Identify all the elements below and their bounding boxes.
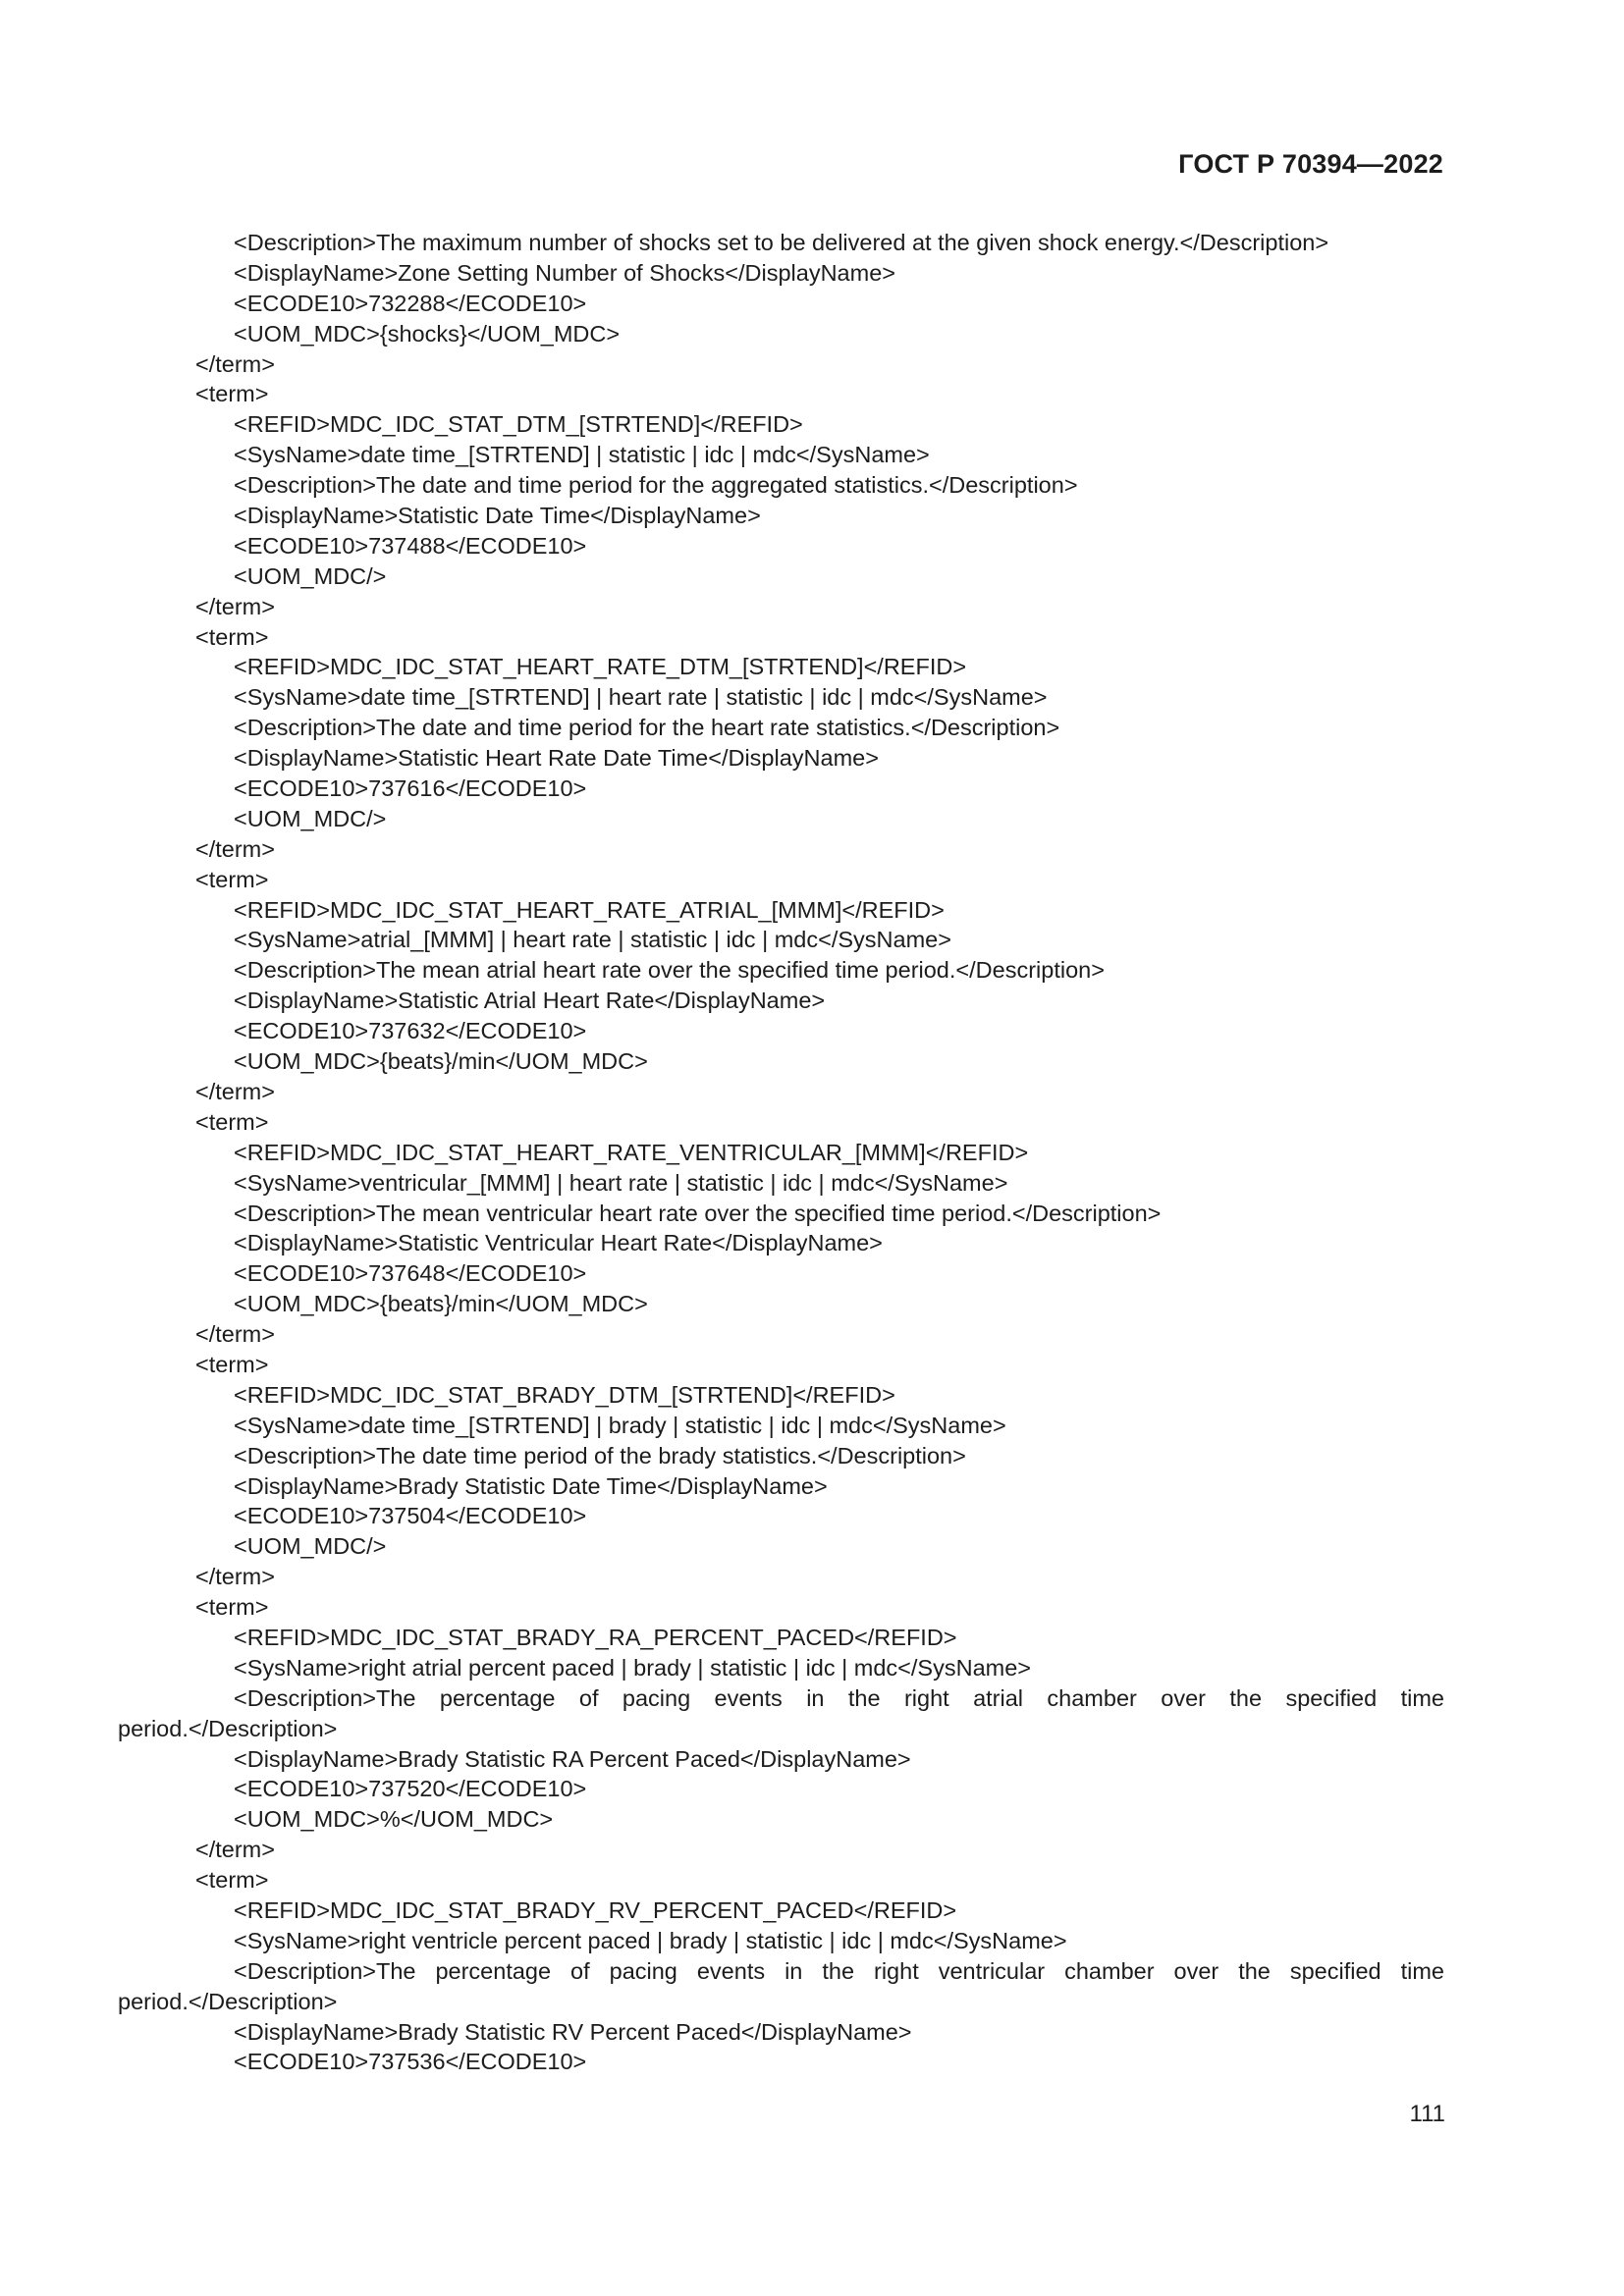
- listing-line: <ECODE10>737488</ECODE10>: [234, 532, 587, 559]
- listing-line: <DisplayName>Statistic Atrial Heart Rate</DisplayName>: [234, 988, 826, 1014]
- listing-line: <term>: [195, 1594, 269, 1621]
- listing-line: <DisplayName>Brady Statistic Date Time</DisplayName>: [234, 1472, 828, 1499]
- xml-listing: [118, 228, 1444, 2077]
- listing-line: <Description>The percentage of pacing events in the right ventricular chamber over the specified time: [234, 1957, 1444, 1984]
- listing-line: <DisplayName>Statistic Heart Rate Date Time</DisplayName>: [234, 745, 879, 772]
- listing-line: <SysName>date time_[STRTEND] | statistic | idc | mdc</SysName>: [234, 442, 930, 468]
- listing-line: <Description>The date and time period for the aggregated statistics.</Description>: [234, 472, 1078, 499]
- page-number: 111: [1409, 2101, 1445, 2127]
- listing-line: <DisplayName>Statistic Ventricular Heart Rate</DisplayName>: [234, 1230, 883, 1256]
- listing-line: <term>: [195, 1108, 269, 1135]
- listing-line: <UOM_MDC>{beats}/min</UOM_MDC>: [234, 1291, 648, 1317]
- listing-line: <UOM_MDC/>: [234, 805, 387, 831]
- listing-line: <UOM_MDC>{shocks}</UOM_MDC>: [234, 320, 621, 347]
- listing-line: </term>: [195, 835, 275, 862]
- document-standard-header: ГОСТ Р 70394—2022: [1178, 149, 1443, 179]
- listing-line: <Description>The date time period of the brady statistics.</Description>: [234, 1442, 966, 1468]
- listing-line: <term>: [195, 1867, 269, 1894]
- listing-line: <ECODE10>737504</ECODE10>: [234, 1503, 587, 1529]
- listing-line: <UOM_MDC/>: [234, 562, 387, 589]
- listing-line: <ECODE10>737536</ECODE10>: [234, 2049, 587, 2075]
- listing-line: period.</Description>: [118, 1988, 338, 2014]
- listing-line: <Description>The maximum number of shocks set to be delivered at the given shock energy.</Description>: [234, 230, 1329, 255]
- listing-line: <ECODE10>737632</ECODE10>: [234, 1018, 587, 1044]
- listing-line: <SysName>ventricular_[MMM] | heart rate | statistic | idc | mdc</SysName>: [234, 1169, 1008, 1196]
- listing-line: <DisplayName>Brady Statistic RV Percent Paced</DisplayName>: [234, 2018, 912, 2045]
- listing-line: </term>: [195, 1321, 275, 1348]
- listing-line: <Description>The mean atrial heart rate over the specified time period.</Description>: [234, 957, 1105, 984]
- listing-line: <SysName>right ventricle percent paced | brady | statistic | idc | mdc</SysName>: [234, 1927, 1067, 1953]
- listing-line: <DisplayName>Zone Setting Number of Shocks</DisplayName>: [234, 259, 895, 286]
- listing-line: <UOM_MDC/>: [234, 1533, 387, 1560]
- listing-line: <term>: [195, 623, 269, 650]
- listing-line: <Description>The mean ventricular heart rate over the specified time period.</Description>: [234, 1200, 1162, 1226]
- listing-line: <term>: [195, 1351, 269, 1377]
- listing-line: <SysName>date time_[STRTEND] | heart rate | statistic | idc | mdc</SysName>: [234, 684, 1048, 711]
- listing-line: <term>: [195, 381, 269, 407]
- listing-line: <REFID>MDC_IDC_STAT_BRADY_DTM_[STRTEND]</REFID>: [234, 1381, 895, 1408]
- listing-line: <REFID>MDC_IDC_STAT_HEART_RATE_DTM_[STRTEND]</REFID>: [234, 654, 967, 680]
- listing-line: <ECODE10>737616</ECODE10>: [234, 775, 587, 802]
- listing-line: </term>: [195, 1078, 275, 1104]
- listing-line: <ECODE10>737648</ECODE10>: [234, 1260, 587, 1287]
- listing-line: <ECODE10>737520</ECODE10>: [234, 1776, 587, 1802]
- listing-line: <DisplayName>Statistic Date Time</DisplayName>: [234, 503, 761, 529]
- listing-line: </term>: [195, 1564, 275, 1590]
- listing-line: <REFID>MDC_IDC_STAT_DTM_[STRTEND]</REFID>: [234, 411, 803, 438]
- listing-line: </term>: [195, 1837, 275, 1863]
- listing-line: <UOM_MDC>{beats}/min</UOM_MDC>: [234, 1048, 648, 1075]
- listing-line: <SysName>atrial_[MMM] | heart rate | statistic | idc | mdc</SysName>: [234, 927, 951, 953]
- listing-line: <term>: [195, 866, 269, 892]
- listing-line: <DisplayName>Brady Statistic RA Percent Paced</DisplayName>: [234, 1745, 911, 1772]
- listing-line: <Description>The percentage of pacing events in the right atrial chamber over the specified time: [234, 1684, 1444, 1711]
- listing-line: <ECODE10>732288</ECODE10>: [234, 290, 587, 316]
- listing-line: <UOM_MDC>%</UOM_MDC>: [234, 1806, 554, 1833]
- listing-line: <SysName>date time_[STRTEND] | brady | statistic | idc | mdc</SysName>: [234, 1412, 1006, 1438]
- listing-line: </term>: [195, 593, 275, 619]
- listing-line: <Description>The date and time period for the heart rate statistics.</Description>: [234, 715, 1060, 741]
- listing-line: period.</Description>: [118, 1715, 338, 1741]
- listing-line: </term>: [195, 350, 275, 377]
- listing-line: <REFID>MDC_IDC_STAT_BRADY_RA_PERCENT_PACED</REFID>: [234, 1624, 957, 1650]
- listing-line: <REFID>MDC_IDC_STAT_HEART_RATE_VENTRICULAR_[MMM]</REFID>: [234, 1139, 1029, 1165]
- listing-line: <REFID>MDC_IDC_STAT_HEART_RATE_ATRIAL_[MMM]</REFID>: [234, 896, 945, 923]
- listing-line: <SysName>right atrial percent paced | brady | statistic | idc | mdc</SysName>: [234, 1654, 1032, 1681]
- listing-line: <REFID>MDC_IDC_STAT_BRADY_RV_PERCENT_PACED</REFID>: [234, 1896, 957, 1923]
